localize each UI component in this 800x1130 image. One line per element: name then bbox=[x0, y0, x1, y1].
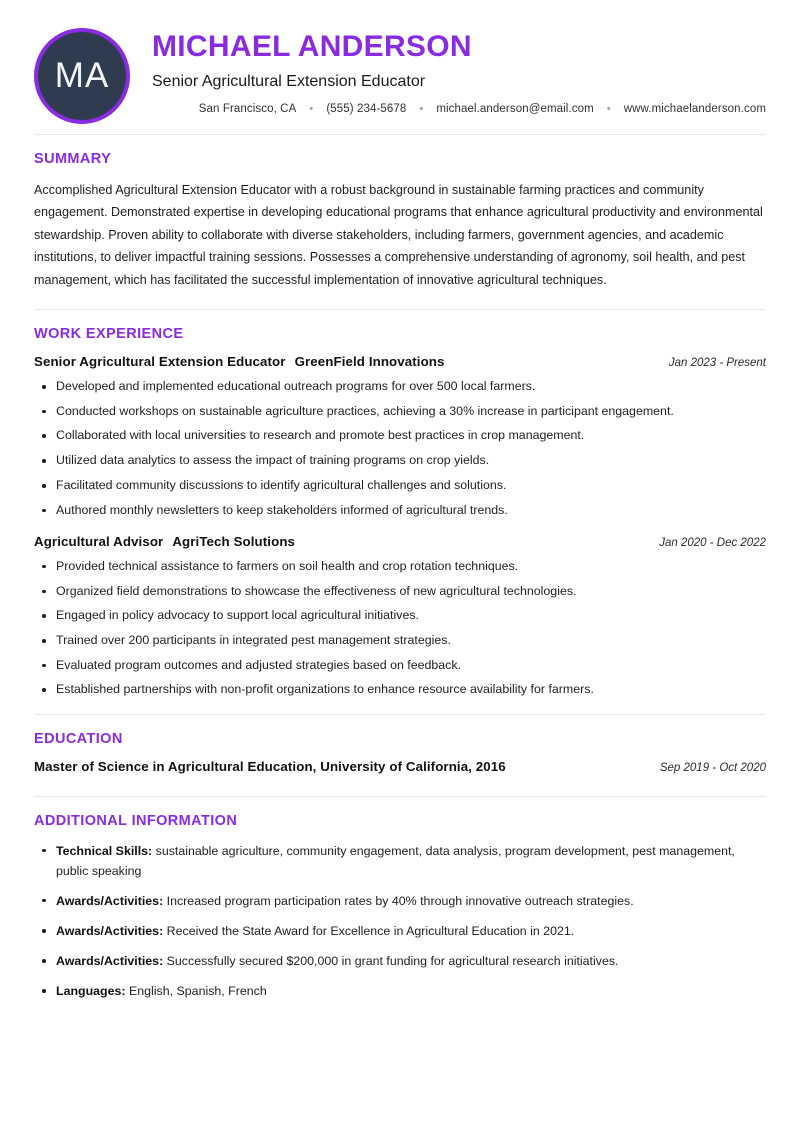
list-item: Provided technical assistance to farmers on soil health and crop rotation techniques. bbox=[34, 557, 766, 576]
list-item bbox=[34, 981, 766, 1001]
info-label: Awards/Activities: bbox=[56, 893, 164, 908]
education-entry bbox=[34, 759, 766, 774]
work-entry bbox=[34, 354, 766, 520]
summary-text: Accomplished Agricultural Extension Educator with a robust background in sustainable farming practices and community engagement. Demonstrated expertise in developing educational programs that enhance agricultural productivity and environmental stewardship. Proven ability to collaborate with diverse stakeholders, including farmers, government agencies, and academic institutions, to deliver impactful training sessions. Possesses a comprehensive understanding of agronomy, soil health, and pest management, which has facilitated the successful implementation of innovative agricultural techniques. bbox=[34, 183, 763, 287]
education-dates: Sep 2019 - Oct 2020 bbox=[659, 761, 766, 774]
work-company: AgriTech Solutions bbox=[172, 533, 296, 549]
info-label: Awards/Activities: bbox=[56, 923, 164, 938]
avatar bbox=[34, 28, 130, 124]
work-dates: Jan 2020 - Dec 2022 bbox=[659, 536, 766, 549]
info-label: Technical Skills: bbox=[56, 843, 153, 858]
list-item: Evaluated program outcomes and adjusted strategies based on feedback. bbox=[34, 656, 766, 675]
info-value: sustainable agriculture, community engagement, data analysis, program development, pest management, public speaking bbox=[56, 843, 735, 878]
work-entry bbox=[34, 534, 766, 700]
work-company: GreenField Innovations bbox=[294, 354, 445, 370]
list-item: Organized field demonstrations to showcase the effectiveness of new agricultural technologies. bbox=[34, 582, 766, 601]
contact-phone[interactable]: (555) 234-5678 bbox=[326, 102, 407, 115]
work-entry-title-row bbox=[34, 534, 295, 549]
list-item bbox=[34, 891, 766, 911]
work-bullet-list bbox=[34, 377, 766, 520]
info-value: English, Spanish, French bbox=[129, 984, 267, 999]
list-item: Trained over 200 participants in integrated pest management strategies. bbox=[34, 631, 766, 650]
list-item bbox=[34, 951, 766, 971]
work-entry-title-row bbox=[34, 354, 445, 369]
contact-website[interactable]: www.michaelanderson.com bbox=[623, 102, 766, 115]
list-item: Collaborated with local universities to research and promote best practices in crop management. bbox=[34, 426, 766, 445]
work-entry-header bbox=[34, 534, 766, 549]
list-item: Engaged in policy advocacy to support local agricultural initiatives. bbox=[34, 606, 766, 625]
section-title-work-experience: WORK EXPERIENCE bbox=[34, 326, 184, 343]
contact-email[interactable]: michael.anderson@email.com bbox=[436, 102, 594, 115]
info-label: Languages: bbox=[56, 984, 126, 999]
section-education bbox=[34, 715, 766, 774]
list-item: Facilitated community discussions to identify agricultural challenges and solutions. bbox=[34, 476, 766, 495]
work-position: Senior Agricultural Extension Educator bbox=[34, 354, 286, 370]
info-value: Increased program participation rates by 40% through innovative outreach strategies. bbox=[166, 893, 634, 908]
info-label: Awards/Activities: bbox=[56, 954, 164, 969]
resume-header bbox=[34, 26, 766, 134]
education-entry-header bbox=[34, 759, 766, 774]
additional-info-list bbox=[34, 841, 766, 1002]
list-item bbox=[34, 841, 766, 881]
list-item: Authored monthly newsletters to keep stakeholders informed of agricultural trends. bbox=[34, 501, 766, 520]
section-title-education: EDUCATION bbox=[34, 730, 123, 747]
contact-separator-icon: • bbox=[606, 102, 611, 115]
contact-separator-icon: • bbox=[419, 102, 424, 115]
list-item: Conducted workshops on sustainable agriculture practices, achieving a 30% increase in participant engagement. bbox=[34, 402, 766, 421]
section-title-additional-information: ADDITIONAL INFORMATION bbox=[34, 812, 238, 829]
section-summary bbox=[34, 135, 766, 291]
section-title-summary: SUMMARY bbox=[34, 151, 112, 167]
list-item bbox=[34, 921, 766, 941]
list-item: Utilized data analytics to assess the impact of training programs on crop yields. bbox=[34, 451, 766, 470]
work-bullet-list bbox=[34, 557, 766, 700]
section-additional-information bbox=[34, 797, 766, 1002]
info-value: Received the State Award for Excellence in Agricultural Education in 2021. bbox=[166, 923, 575, 938]
info-value: Successfully secured $200,000 in grant funding for agricultural research initiatives. bbox=[166, 954, 619, 969]
header-text-block bbox=[152, 26, 766, 115]
list-item: Developed and implemented educational outreach programs for over 500 local farmers. bbox=[34, 377, 766, 396]
work-entry-header bbox=[34, 354, 766, 369]
section-work-experience bbox=[34, 310, 766, 700]
list-item: Established partnerships with non-profit organizations to enhance resource availability for farmers. bbox=[34, 680, 766, 699]
page-title: MICHAEL ANDERSON bbox=[152, 30, 472, 63]
work-dates: Jan 2023 - Present bbox=[668, 357, 766, 370]
contact-location: San Francisco, CA bbox=[198, 102, 297, 115]
avatar-initials: MA bbox=[54, 56, 110, 95]
education-degree: Master of Science in Agricultural Education, University of California, 2016 bbox=[34, 758, 506, 774]
header-job-title: Senior Agricultural Extension Educator bbox=[152, 72, 426, 90]
work-position: Agricultural Advisor bbox=[34, 533, 164, 549]
contact-separator-icon: • bbox=[309, 102, 314, 115]
contact-line bbox=[152, 103, 766, 115]
